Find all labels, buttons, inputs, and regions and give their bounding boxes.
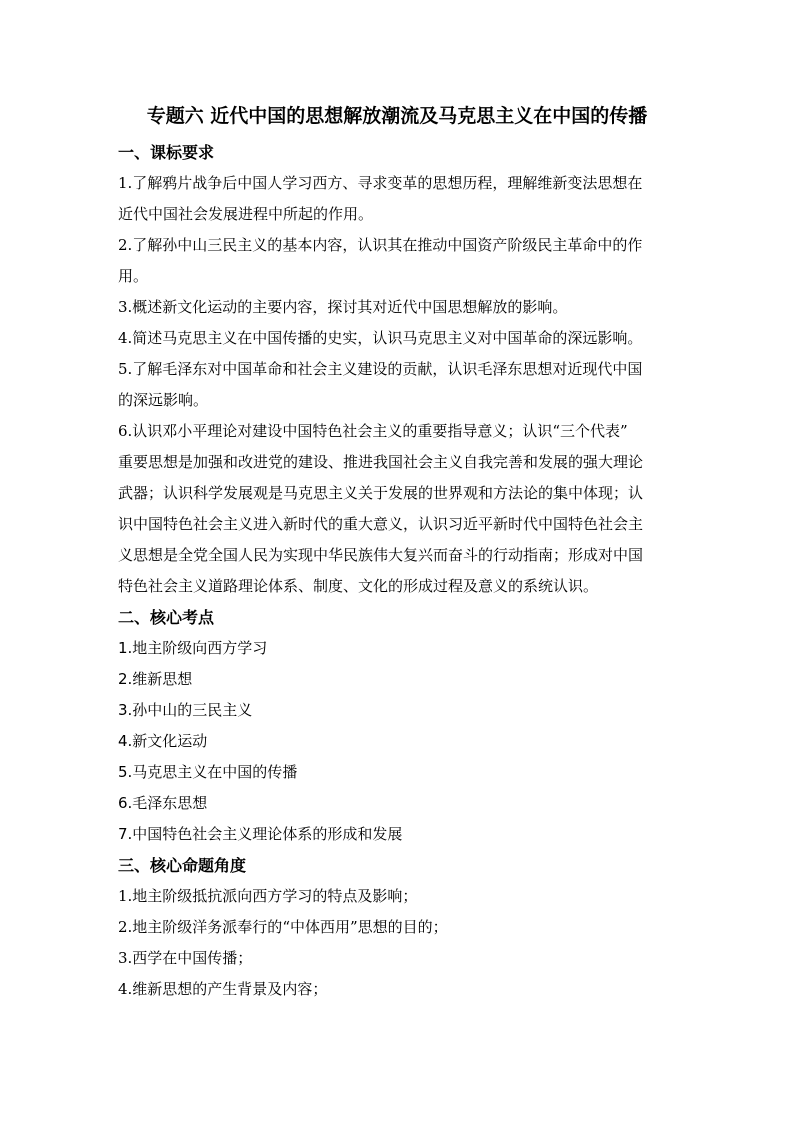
text-line: 近代中国社会发展进程中所起的作用。 (118, 205, 374, 223)
key-point-item: 3.孙中山的三民主义 (118, 701, 253, 719)
document-body (118, 137, 680, 1005)
text-line: 3.概述新文化运动的主要内容，探讨其对近代中国思想解放的影响。 (118, 298, 568, 316)
exam-angle-item: 4.维新思想的产生背景及内容； (118, 980, 328, 998)
text-line: 6.认识邓小平理论对建设中国特色社会主义的重要指导意义；认识“三个代表” (118, 422, 628, 440)
key-point-item: 1.地主阶级向西方学习 (118, 639, 268, 657)
text-line: 1.了解鸦片战争后中国人学习西方、寻求变革的思想历程，理解维新变法思想在 (118, 174, 643, 192)
standard-item-3 (118, 292, 680, 323)
key-point-item: 2.维新思想 (118, 670, 193, 688)
key-point-item: 6.毛泽东思想 (118, 794, 208, 812)
text-line: 识中国特色社会主义进入新时代的重大意义，认识习近平新时代中国特色社会主 (118, 515, 644, 533)
key-point-item: 5.马克思主义在中国的传播 (118, 763, 298, 781)
key-point-item: 7.中国特色社会主义理论体系的形成和发展 (118, 825, 403, 843)
standard-item-1 (118, 168, 680, 230)
standard-item-5 (118, 354, 680, 416)
key-point-item: 4.新文化运动 (118, 732, 208, 750)
standard-item-4 (118, 323, 680, 354)
section-heading-standards: 一、课标要求 (118, 143, 215, 162)
page-title: 专题六 近代中国的思想解放潮流及马克思主义在中国的传播 (146, 105, 648, 127)
text-line: 的深远影响。 (118, 391, 209, 409)
text-line: 武器；认识科学发展观是马克思主义关于发展的世界观和方法论的集中体现；认 (118, 484, 644, 502)
standard-item-2 (118, 230, 680, 292)
exam-angle-item: 3.西学在中国传播； (118, 949, 253, 967)
text-line: 5.了解毛泽东对中国革命和社会主义建设的贡献，认识毛泽东思想对近现代中国 (118, 360, 643, 378)
text-line: 特色社会主义道路理论体系、制度、文化的形成过程及意义的系统认识。 (118, 577, 599, 595)
text-line: 4.简述马克思主义在中国传播的史实，认识马克思主义对中国革命的深远影响。 (118, 329, 643, 347)
section-heading-key-points: 二、核心考点 (118, 608, 215, 627)
text-line: 用。 (118, 267, 149, 285)
section-heading-exam-angles: 三、核心命题角度 (118, 856, 247, 875)
text-line: 2.了解孙中山三民主义的基本内容，认识其在推动中国资产阶级民主革命中的作 (118, 236, 643, 254)
text-line: 义思想是全党全国人民为实现中华民族伟大复兴而奋斗的行动指南；形成对中国 (118, 546, 644, 564)
text-line: 重要思想是加强和改进党的建设、推进我国社会主义自我完善和发展的强大理论 (118, 453, 644, 471)
standard-item-6 (118, 416, 680, 602)
exam-angle-item: 1.地主阶级抵抗派向西方学习的特点及影响； (118, 887, 418, 905)
exam-angle-item: 2.地主阶级洋务派奉行的“中体西用”思想的目的； (118, 918, 448, 936)
